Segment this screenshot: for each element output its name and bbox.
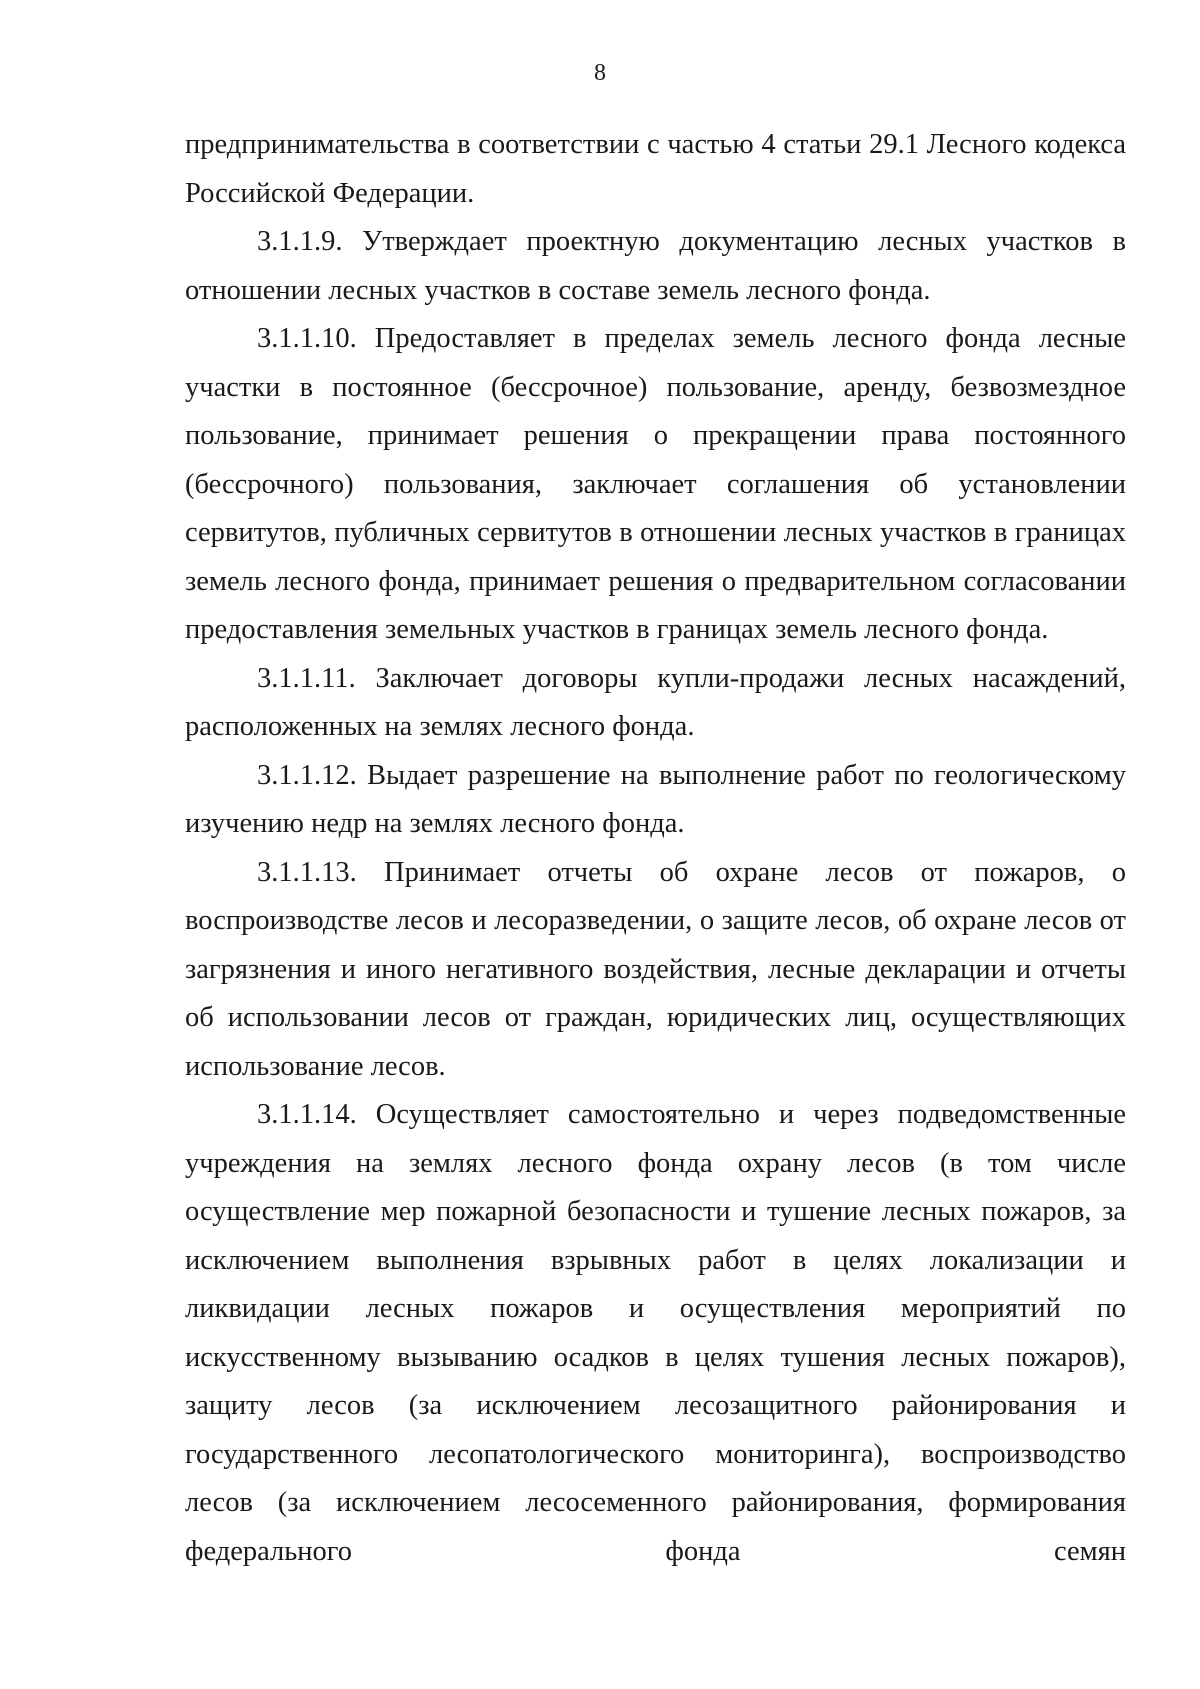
paragraph-3-1-1-13: 3.1.1.13. Принимает отчеты об охране лесов от пожаров, о воспроизводстве лесов и лесоразведении, о защите лесов, об охране лесов от загрязнения и иного негативного воздействия, лесные декларации и отчеты об использовании лесов от граждан, юридических лиц, осуществляющих использование лесов. — [185, 856, 1126, 1082]
paragraph-3-1-1-11: 3.1.1.11. Заключает договоры купли-продажи лесных насаждений, расположенных на землях лесного фонда. — [185, 662, 1126, 742]
paragraph-3-1-1-10: 3.1.1.10. Предоставляет в пределах земель лесного фонда лесные участки в постоянное (бессрочное) пользование, аренду, безвозмездное пользование, принимает решения о прекращении права постоянного (бессрочного) пользования, заключает соглашения об установлении сервитутов, публичных сервитутов в отношении лесных участков в границах земель лесного фонда, принимает решения о предварительном согласовании предоставления земельных участков в границах земель лесного фонда. — [185, 323, 1126, 645]
paragraph-3-1-1-12: 3.1.1.12. Выдает разрешение на выполнение работ по геологическому изучению недр на землях лесного фонда. — [185, 759, 1126, 839]
page-number: 8 — [594, 60, 606, 86]
paragraph-3-1-1-14: 3.1.1.14. Осуществляет самостоятельно и через подведомственные учреждения на землях лесного фонда охрану лесов (в том числе осуществление мер пожарной безопасности и тушение лесных пожаров, за исключением выполнения взрывных работ в целях локализации и ликвидации лесных пожаров и осуществления мероприятий по искусственному вызыванию осадков в целях тушения лесных пожаров), защиту лесов (за исключением лесозащитного районирования и государственного лесопатологического мониторинга), воспроизводство лесов (за исключением лесосеменного районирования, формирования федерального фонда семян — [185, 1099, 1126, 1567]
paragraph-3-1-1-9: 3.1.1.9. Утверждает проектную документацию лесных участков в отношении лесных участков в составе земель лесного фонда. — [185, 226, 1126, 306]
paragraph-continuation: предпринимательства в соответствии с частью 4 статьи 29.1 Лесного кодекса Российской Федерации. — [185, 129, 1126, 209]
body-text — [185, 121, 1126, 1576]
